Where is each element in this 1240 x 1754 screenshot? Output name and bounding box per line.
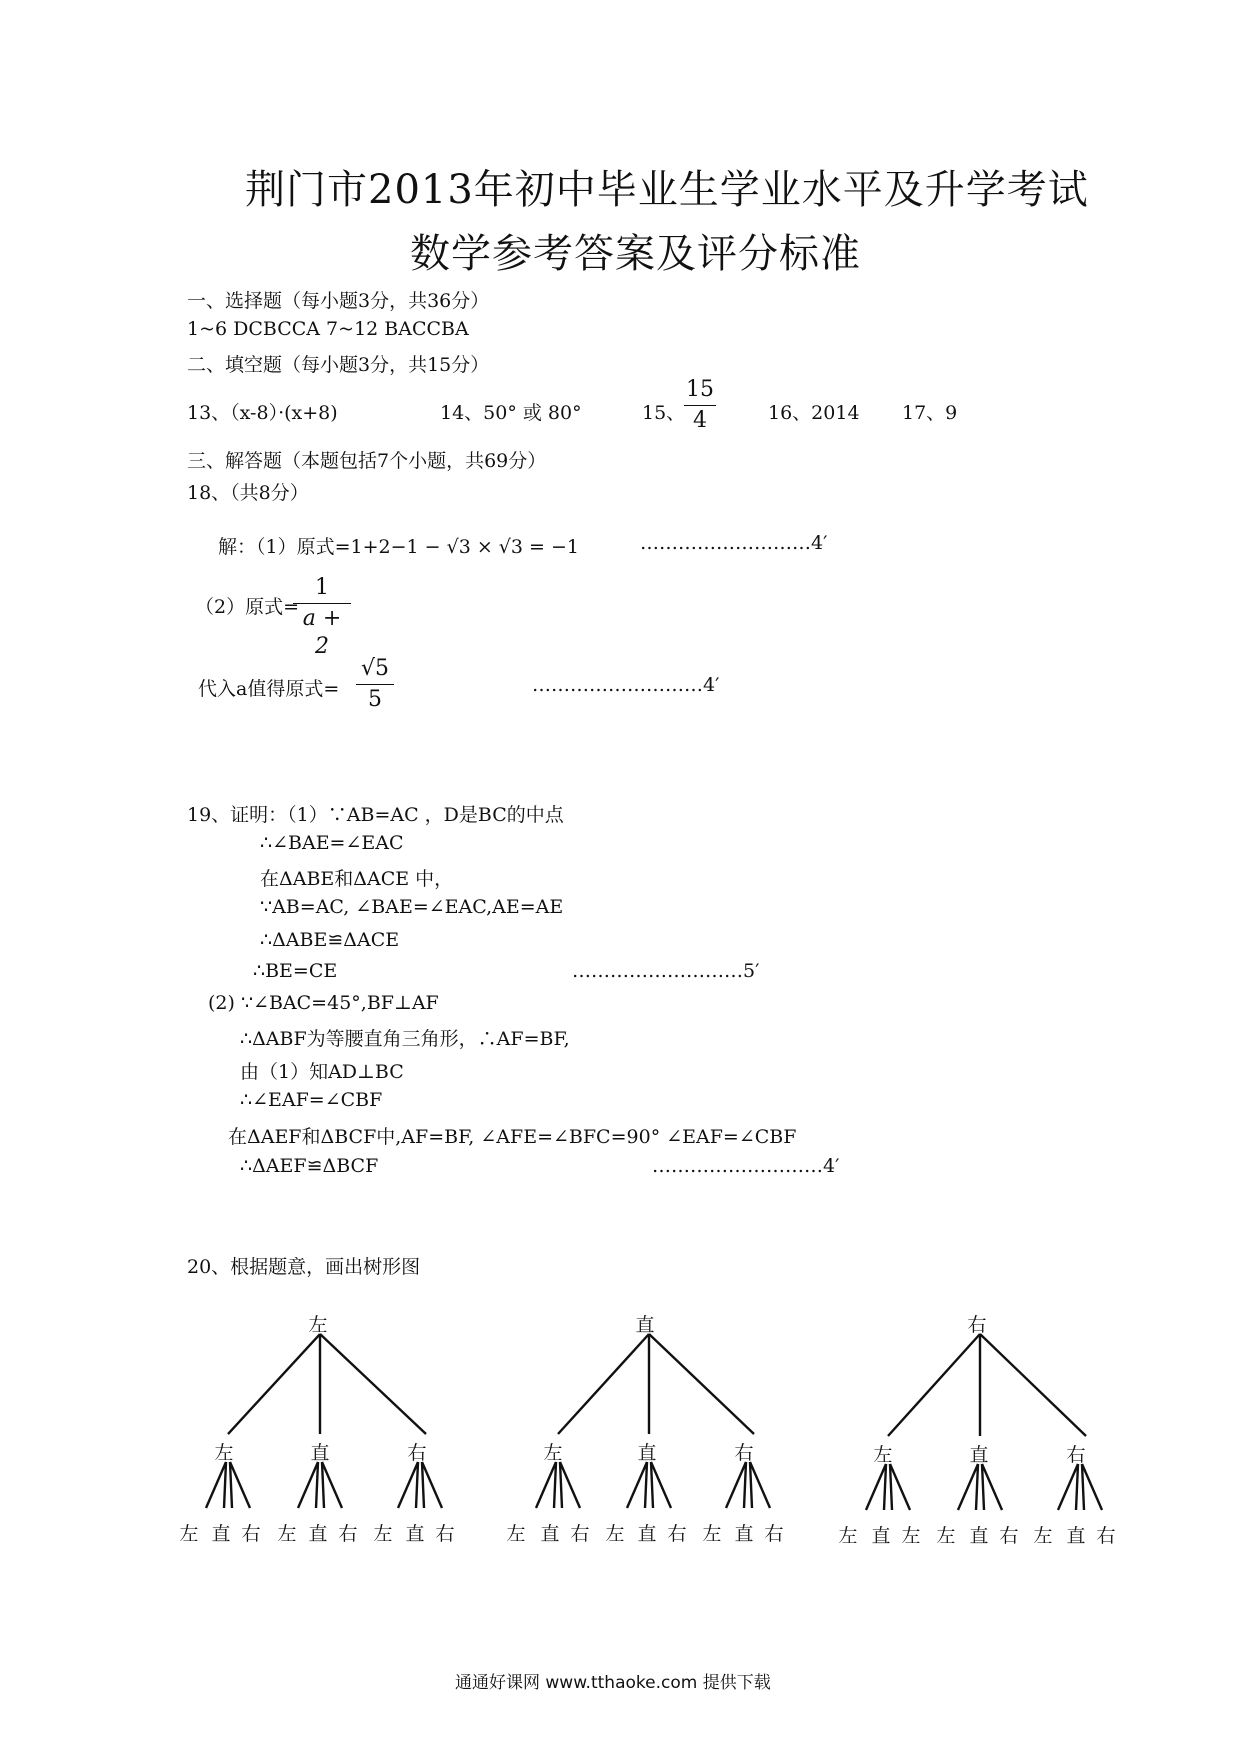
tree1-leaf: 左 <box>179 1523 199 1545</box>
fraction-denominator: 5 <box>368 687 382 712</box>
document-subtitle: 数学参考答案及评分标准 <box>410 231 861 277</box>
q19-part1-score: ………………………5′ <box>572 960 760 982</box>
q19-line: 由（1）知AD⊥BC <box>240 1061 404 1083</box>
tree3-leaf: 直 <box>969 1525 989 1547</box>
tree1-leaf: 直 <box>308 1523 328 1545</box>
tree1-leaf-branch <box>206 1462 226 1508</box>
footer-note: 通通好课网 www.tthaoke.com 提供下载 <box>455 1673 771 1693</box>
fraction-numerator: √5 <box>360 656 389 681</box>
tree1-leaf-branch <box>422 1462 442 1508</box>
tree2-mid-right: 右 <box>734 1442 754 1464</box>
q18-part3-prefix: 代入a值得原式= <box>198 678 340 700</box>
tree2-leaf: 左 <box>702 1523 722 1545</box>
fraction-denominator: a + 2 <box>302 606 342 659</box>
tree1-branch <box>320 1334 426 1434</box>
tree2-leaf-branch <box>560 1462 580 1508</box>
tree2-leaf: 右 <box>764 1523 784 1545</box>
tree2-leaf: 直 <box>540 1523 560 1545</box>
tree3-leaf: 右 <box>1096 1525 1116 1547</box>
tree1-leaf: 直 <box>211 1523 231 1545</box>
answer-15-prefix: 15、 <box>642 402 686 424</box>
answer-13: 13、（x-8）·(x+8) <box>187 402 338 424</box>
fraction-numerator: 15 <box>686 377 714 402</box>
document-title: 荆门市2013年初中毕业生学业水平及升学考试 <box>245 167 1089 213</box>
tree3-mid-right: 右 <box>1066 1444 1086 1466</box>
q19-line: (2) ∵∠BAC=45°,BF⊥AF <box>208 992 439 1014</box>
tree1-mid-center: 直 <box>310 1442 330 1464</box>
tree2-leaf: 直 <box>734 1523 754 1545</box>
q19-line: ∴∠EAF=∠CBF <box>240 1089 383 1111</box>
tree2-branch <box>649 1334 754 1434</box>
tree3-leaf-branch <box>866 1464 886 1510</box>
tree1-leaf: 右 <box>435 1523 455 1545</box>
tree2-leaf: 右 <box>570 1523 590 1545</box>
q19-line: ∴ΔABE≌ΔACE <box>260 929 400 951</box>
q19-line: 在ΔABE和ΔACE 中， <box>260 868 454 890</box>
tree2-leaf-branch <box>627 1462 647 1508</box>
tree2-leaf-branch <box>651 1462 671 1508</box>
q19-line: ∴ΔABF为等腰直角三角形，∴AF=BF, <box>240 1028 570 1050</box>
tree1-leaf-branch <box>230 1462 250 1508</box>
tree1-leaf-branch <box>298 1462 318 1508</box>
tree3-leaf-branch <box>982 1464 1002 1510</box>
answer-14: 14、50° 或 80° <box>440 402 582 424</box>
tree3-leaf-branch <box>958 1464 978 1510</box>
tree2-mid-left: 左 <box>543 1442 563 1464</box>
tree2-leaf-branch <box>536 1462 556 1508</box>
fraction-denominator: 4 <box>693 408 707 433</box>
q19-line: ∴BE=CE <box>253 960 338 982</box>
answer-17: 17、9 <box>902 402 958 424</box>
tree2-leaf: 右 <box>667 1523 687 1545</box>
tree2-leaf: 直 <box>637 1523 657 1545</box>
tree2-leaf: 左 <box>506 1523 526 1545</box>
tree3-leaf: 直 <box>1066 1525 1086 1547</box>
q18-part3-score: ………………………4′ <box>532 674 720 696</box>
section3-heading: 三、解答题（本题包括7个小题，共69分） <box>187 450 547 472</box>
tree1-root: 左 <box>308 1314 328 1336</box>
q18-heading: 18、（共8分） <box>187 482 309 504</box>
tree1-leaf: 右 <box>338 1523 358 1545</box>
tree2-branch <box>558 1334 649 1434</box>
tree3-mid-left: 左 <box>873 1444 893 1466</box>
tree3-root: 右 <box>967 1314 987 1336</box>
tree1-branch <box>228 1334 320 1434</box>
tree3-leaf: 直 <box>871 1525 891 1547</box>
tree2-leaf-branch <box>750 1462 770 1508</box>
tree2-root: 直 <box>635 1314 655 1336</box>
tree2-leaf-branch <box>726 1462 746 1508</box>
tree3-leaf: 左 <box>936 1525 956 1547</box>
tree1-mid-right: 右 <box>407 1442 427 1464</box>
q18-part1-score: ………………………4′ <box>640 532 828 554</box>
section1-answers: 1~6 DCBCCA 7~12 BACCBA <box>187 318 469 340</box>
tree3-leaf-branch <box>890 1464 910 1510</box>
tree3-leaf: 左 <box>901 1525 921 1547</box>
tree1-leaf: 左 <box>373 1523 393 1545</box>
tree3-leaf: 右 <box>999 1525 1019 1547</box>
tree3-branch <box>980 1334 1086 1436</box>
tree3-leaf: 左 <box>1033 1525 1053 1547</box>
tree1-leaf: 右 <box>241 1523 261 1545</box>
tree1-leaf: 直 <box>405 1523 425 1545</box>
tree3-branch <box>888 1334 980 1436</box>
tree1-leaf-branch <box>322 1462 342 1508</box>
q19-line: 在ΔAEF和ΔBCF中,AF=BF, ∠AFE=∠BFC=90° ∠EAF=∠CBF <box>228 1126 797 1148</box>
q19-line: ∴ΔAEF≌ΔBCF <box>240 1155 379 1177</box>
tree2-mid-center: 直 <box>637 1442 657 1464</box>
tree2-leaf: 左 <box>605 1523 625 1545</box>
section1-heading: 一、选择题（每小题3分，共36分） <box>187 290 490 312</box>
section2-heading: 二、填空题（每小题3分，共15分） <box>187 354 490 376</box>
tree3-leaf-branch <box>1082 1464 1102 1510</box>
tree1-leaf: 左 <box>277 1523 297 1545</box>
tree1-leaf-branch <box>398 1462 418 1508</box>
q20-heading: 20、根据题意，画出树形图 <box>187 1256 421 1278</box>
q19-part2-score: ………………………4′ <box>652 1155 840 1177</box>
fraction-numerator: 1 <box>315 575 329 600</box>
tree3-leaf-branch <box>1058 1464 1078 1510</box>
tree3-leaf: 左 <box>838 1525 858 1547</box>
q19-line: ∵AB=AC, ∠BAE=∠EAC,AE=AE <box>260 896 564 918</box>
q18-part2-prefix: （2）原式= <box>195 596 300 618</box>
tree3-mid-center: 直 <box>969 1444 989 1466</box>
answer-16: 16、2014 <box>768 402 860 424</box>
tree1-mid-left: 左 <box>214 1442 234 1464</box>
q18-part1: 解：（1）原式=1+2−1 − √3 × √3 = −1 <box>218 536 580 558</box>
q19-line: ∴∠BAE=∠EAC <box>260 832 404 854</box>
q19-line: 19、证明：（1）∵AB=AC ，D是BC的中点 <box>187 804 564 826</box>
